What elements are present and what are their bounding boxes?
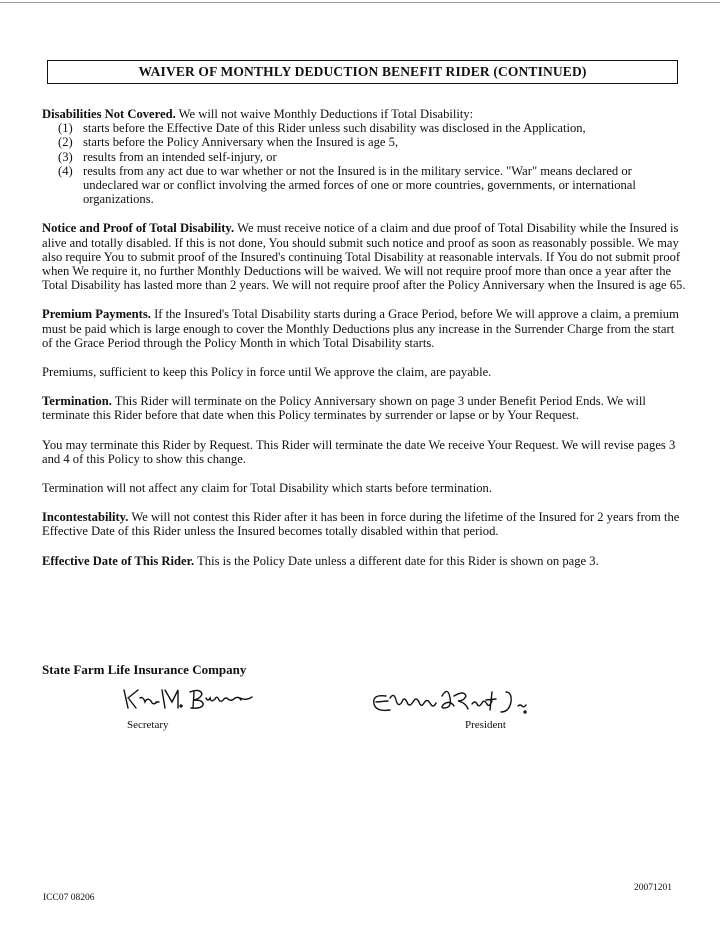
page-title: WAIVER OF MONTHLY DEDUCTION BENEFIT RIDER (CONTINUED)	[138, 64, 587, 79]
incontestability-heading: Incontestability.	[42, 510, 129, 525]
date-code: 20071201	[634, 883, 672, 893]
termination-heading: Termination.	[42, 394, 112, 409]
list-item	[42, 121, 687, 135]
title-box	[47, 60, 678, 84]
company-name: State Farm Life Insurance Company	[42, 662, 247, 677]
effective-date-paragraph	[42, 554, 687, 568]
top-border-line	[0, 2, 720, 3]
list-item-number: (2)	[58, 135, 73, 150]
list-item	[42, 164, 687, 207]
disabilities-not-covered-section	[42, 107, 687, 206]
list-item-number: (1)	[58, 121, 73, 136]
secretary-signature	[118, 684, 278, 718]
not-covered-heading: Disabilities Not Covered.	[42, 107, 176, 121]
termination-text: This Rider will terminate on the Policy Anniversary shown on page 3 under Benefit Period Ends. We will terminate this Rider before that date when this Policy terminates by surrender or lapse or by Your Request.	[42, 394, 646, 423]
premium-text: If the Insured's Total Disability starts during a Grace Period, before We will approve a claim, a premium must be paid which is large enough to cover the Monthly Deductions plus any increase in the Surrender Charge from the start of the Grace Period through the Policy Month in which Total Disability starts.	[42, 307, 679, 350]
incontestability-text: We will not contest this Rider after it has been in force during the lifetime of the Insured for 2 years from the Effective Date of this Rider unless the Insured becomes totally disabled within that period.	[42, 510, 680, 539]
notice-text: We must receive notice of a claim and due proof of Total Disability while the Insured is alive and totally disabled. If this is not done, You should submit such notice and proof as soon as reasonably possible. We may also require You to submit proof of the Insured's continuing Total Disability at reasonable intervals. If You do not submit proof when We require it, no further Monthly Deductions will be waived. We will not require proof more than once a year after the Total Disability has lasted more than 2 years. We will not require proof after the Policy Anniversary when the Insured is age 65.	[42, 221, 686, 293]
form-number: ICC07 08206	[43, 893, 95, 903]
premium-paragraph-2: Premiums, sufficient to keep this Policy in force until We approve the claim, are payable.	[42, 365, 492, 380]
not-covered-list	[42, 121, 687, 206]
rider-body	[42, 107, 687, 568]
list-item	[42, 135, 687, 149]
incontestability-paragraph	[42, 510, 687, 538]
list-item-text: results from any act due to war whether or not the Insured is in the military service. "War" means declared or undeclared war or conflict involving the armed forces of one or more countries, governments, or international organizations.	[83, 163, 636, 207]
list-item-number: (3)	[58, 149, 73, 164]
effective-date-heading: Effective Date of This Rider.	[42, 553, 195, 568]
list-item-text: starts before the Policy Anniversary when the Insured is age 5,	[83, 135, 399, 150]
president-label: President	[465, 719, 506, 731]
secretary-label: Secretary	[127, 719, 169, 731]
premium-heading: Premium Payments.	[42, 307, 151, 322]
list-item-number: (4)	[58, 163, 73, 178]
list-item-text: starts before the Effective Date of this Rider unless such disability was disclosed in the Application,	[83, 121, 586, 136]
notice-heading: Notice and Proof of Total Disability.	[42, 221, 235, 236]
effective-date-text: This is the Policy Date unless a different date for this Rider is shown on page 3.	[197, 553, 599, 568]
not-covered-intro-text: We will not waive Monthly Deductions if Total Disability:	[178, 107, 474, 121]
list-item-text: results from an intended self-injury, or	[83, 149, 277, 164]
list-item	[42, 150, 687, 164]
termination-paragraph	[42, 394, 687, 422]
termination-paragraph-3: Termination will not affect any claim for Total Disability which starts before termination.	[42, 481, 492, 496]
termination-paragraph-2: You may terminate this Rider by Request. This Rider will terminate the date We receive Your Request. We will revise pages 3 and 4 of this Policy to show this change.	[42, 437, 676, 466]
premium-paragraph	[42, 307, 687, 350]
notice-paragraph	[42, 221, 687, 292]
president-signature	[368, 684, 538, 720]
not-covered-intro	[42, 107, 687, 121]
